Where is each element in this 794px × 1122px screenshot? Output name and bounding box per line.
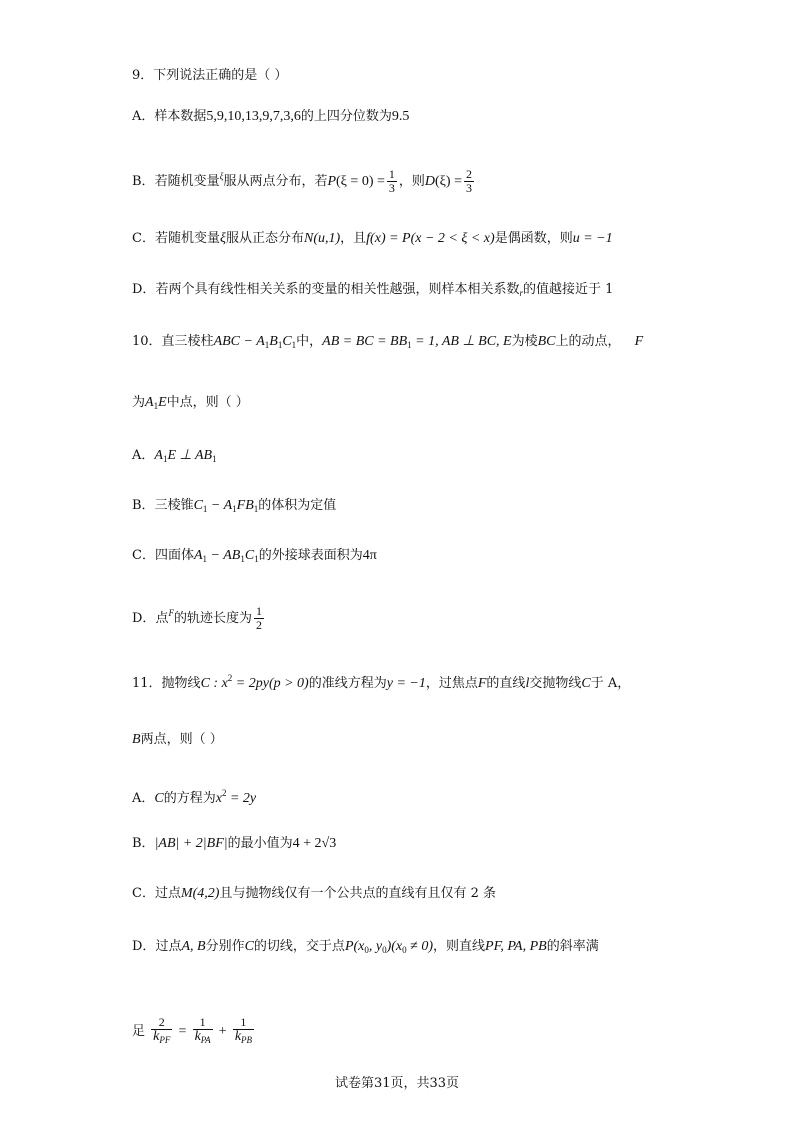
q9-option-a: A．样本数据5,9,10,13,9,7,3,6的上四分位数为9.5 bbox=[132, 109, 410, 124]
q10-stem-line1: 10．直三棱柱ABC − $A_1B_1C_1$中，AB = BC = $BB_1 = 1$, AB ⊥ BC, E为棱BC上的动点， F bbox=[132, 334, 644, 350]
q10-stem-line2: 为$A_1E$中点，则（ ） bbox=[132, 395, 249, 411]
q9-option-c: C．若随机变量ξ服从正态分布N(u,1)，且f(x) = P(x − 2 < ξ < x)是偶函数，则u = −1 bbox=[132, 231, 613, 246]
q11-option-c: C．过点M(4,2)且与抛物线仅有一个公共点的直线有且仅有 2 条 bbox=[132, 886, 497, 901]
q11-option-b: B．|AB| + 2|BF|的最小值为4 + 2√3 bbox=[132, 836, 337, 851]
q11-option-d: D．过点A, B分别作C的切线，交于点$P(x_0$, $y_0)(x_0 \ne 0)$，则直线PF, PA, PB的斜率满 bbox=[132, 939, 599, 955]
q11-option-d-cont: 足 $\frac{2}{k_{PF}}$ = $\frac{1}{k_{PA}}$ + $\frac{1}{k_{PB}}$ bbox=[132, 1015, 253, 1045]
q11-option-a: A．C的方程为$x^2 = 2y$ bbox=[132, 788, 257, 806]
q10-option-a: A．$A_1E$ ⊥ $AB_1$ bbox=[132, 448, 217, 464]
q10-option-b: B．三棱锥$C_1 - A_1FB_1$的体积为定值 bbox=[132, 498, 337, 514]
q11-stem-line2: B两点，则（ ） bbox=[132, 732, 223, 747]
q9-option-b: B．若随机变量$^\xi$服从两点分布，若P(ξ = 0) = $\frac{1}{3}$ ，则D(ξ) = $\frac{2}{3}$ bbox=[132, 167, 472, 195]
q10-option-d: D．点$^F$的轨迹长度为 $\frac{1}{2}$ bbox=[132, 604, 262, 632]
q9-option-d: D．若两个具有线性相关关系的变量的相关性越强，则样本相关系数$_r$的值越接近于 1 bbox=[132, 282, 614, 298]
q10-option-c: C．四面体$A_1 - AB_1C_1$的外接球表面积为4π bbox=[132, 548, 377, 564]
q11-stem-line1: 11．抛物线C : $x^2 = 2py(p > 0)$的准线方程为y = −1，过焦点F的直线l交抛物线C于 A， bbox=[132, 673, 631, 691]
q9-stem: 9．下列说法正确的是（ ） bbox=[132, 68, 288, 83]
page-footer: 试卷第31页，共33页 bbox=[334, 1076, 460, 1091]
